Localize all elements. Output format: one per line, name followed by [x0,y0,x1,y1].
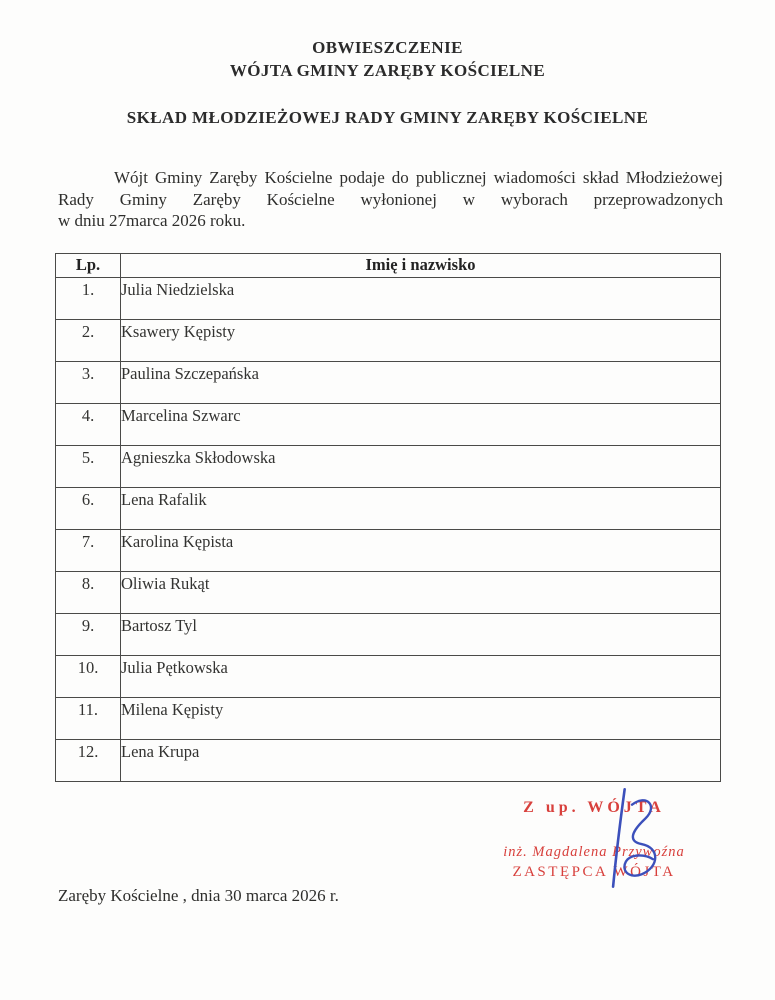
column-header-lp: Lp. [56,253,121,277]
paragraph-line: Wójt Gminy Zaręby Kościelne podaje do publicznej wiadomości skład Młodzieżowej [114,168,723,187]
row-number: 7. [56,529,121,571]
row-name: Marcelina Szwarc [121,403,721,445]
row-name: Milena Kępisty [121,697,721,739]
row-number: 6. [56,487,121,529]
document-subtitle: SKŁAD MŁODZIEŻOWEJ RADY GMINY ZARĘBY KOŚCIELNE [126,108,649,127]
table-row [56,277,721,319]
paragraph-line: w dniu 27marca 2026 roku. [58,211,246,230]
table-row [56,655,721,697]
row-number: 5. [56,445,121,487]
table-row [56,571,721,613]
row-name: Julia Pętkowska [121,655,721,697]
row-number: 9. [56,613,121,655]
roster-table [55,253,721,782]
row-name: Ksawery Kępisty [121,319,721,361]
row-name: Lena Rafalik [121,487,721,529]
table-row [56,445,721,487]
row-number: 11. [56,697,121,739]
row-number: 4. [56,403,121,445]
place-and-date-line: Zaręby Kościelne , dnia 30 marca 2026 r. [58,886,339,905]
handwritten-signature [580,781,679,896]
row-name: Oliwia Rukąt [121,571,721,613]
table-row [56,697,721,739]
row-number: 8. [56,571,121,613]
roster-table-body [56,277,721,781]
row-number: 3. [56,361,121,403]
stamp-line-name: inż. Magdalena Przywoźna [503,844,685,860]
row-name: Paulina Szczepańska [121,361,721,403]
stamp-line-role: ZASTĘPCA WÓJTA [512,864,676,880]
row-number: 2. [56,319,121,361]
paragraph-line: Rady Gminy Zaręby Kościelne wyłonionej w wyborach przeprowadzonych [58,189,723,209]
intro-paragraph [58,167,723,232]
table-row [56,403,721,445]
row-name: Karolina Kępista [121,529,721,571]
roster-table-header [56,253,721,277]
row-number: 12. [56,739,121,781]
stamp-line-authority: Z up. WÓJTA [523,799,665,816]
table-row [56,529,721,571]
row-number: 1. [56,277,121,319]
table-row [56,319,721,361]
title-line-1: OBWIESZCZENIE [312,38,463,57]
table-row [56,487,721,529]
row-name: Agnieszka Skłodowska [121,445,721,487]
table-row [56,613,721,655]
table-row [56,739,721,781]
document-title [0,0,775,82]
row-number: 10. [56,655,121,697]
column-header-name: Imię i nazwisko [121,253,721,277]
table-row [56,361,721,403]
row-name: Bartosz Tyl [121,613,721,655]
row-name: Lena Krupa [121,739,721,781]
title-line-2: WÓJTA GMINY ZARĘBY KOŚCIELNE [229,61,546,80]
header-row [56,253,721,277]
row-name: Julia Niedzielska [121,277,721,319]
